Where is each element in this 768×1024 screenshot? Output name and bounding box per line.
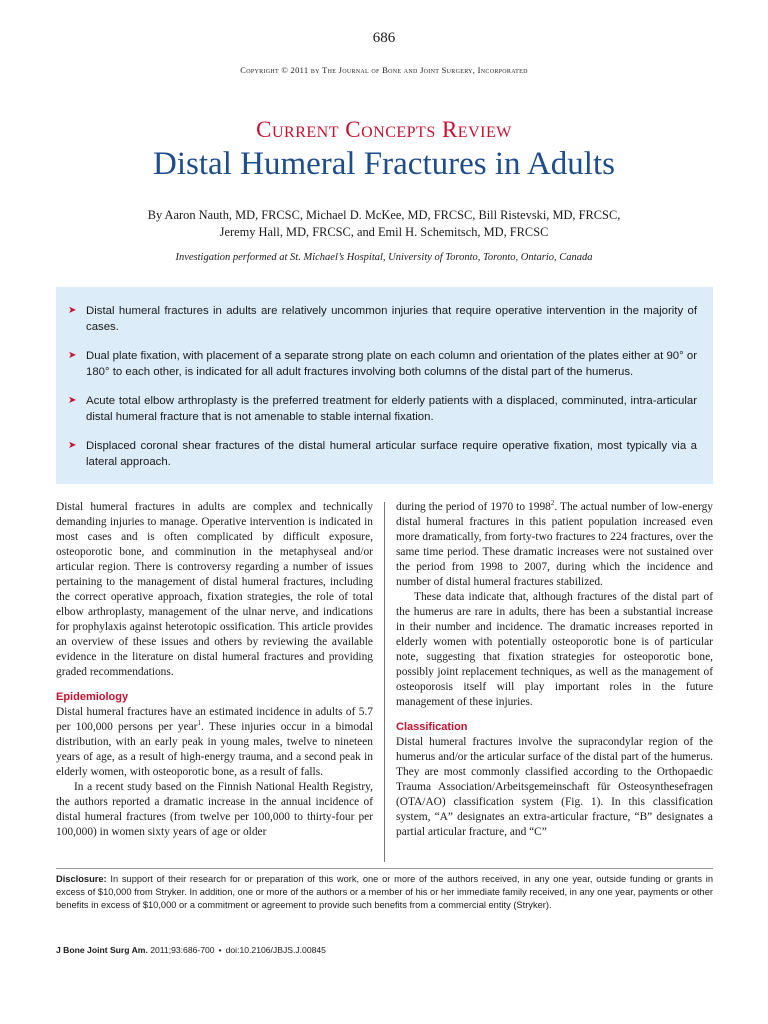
journal-abbreviation: J Bone Joint Surg Am. — [56, 945, 148, 955]
body-paragraph — [396, 500, 713, 590]
disclosure-label: Disclosure: — [56, 874, 107, 884]
disclosure-text: In support of their research for or preparation of this work, one or more of the authors received, in any one year, outside funding or grants in excess of $10,000 from Stryker. In addition, one or more of the authors or a member of his or her immediate family received, in any one year, payments or other benefits in excess of $10,000 or a commitment or agreement to provide such benefits from a commercial entity (Stryker). — [56, 874, 713, 910]
epidemiology-paragraph — [56, 705, 373, 780]
key-point-text: Dual plate fixation, with placement of a separate strong plate on each column and orientation of the plates either at 90° or 180° to each other, is indicated for all adult fractures involving both columns of the distal part of the humerus. — [86, 350, 697, 378]
key-point-text: Displaced coronal shear fractures of the distal humeral articular surface require operative fixation, most typically via a lateral approach. — [86, 440, 697, 468]
paragraph-text: . These injuries occur in a bimodal distribution, with an early peak in young males, twelve to nineteen years of age, as a result of high-energy trauma, and a second peak in elderly women, with osteoporotic bone, as a result of falls. — [56, 721, 373, 778]
bullet-separator: • — [218, 945, 222, 955]
classification-paragraph: Distal humeral fractures involve the supracondylar region of the humerus and/or the articular surface of the distal part of the humerus. They are most commonly classified according to the Orthopaedic Trauma Association/Arbeitsgemeinschaft für Osteosynthesefragen (OTA/AO) classification system (Fig. 1). In this classification system, “A” designates an extra-articular fracture, “B” designates a partial articular fracture, and “C” — [396, 736, 713, 838]
paragraph-text: . The actual number of low-energy distal humeral fractures in this patient population increased even more dramatically, from forty-two fractures to 224 fractures, over the same time period. These dramatic increases were not sustained over the period from 1998 to 2007, during which the incidence and number of distal humeral fractures stabilized. — [396, 501, 713, 588]
institution-line: Investigation performed at St. Michael’s Hospital, University of Toronto, Toronto, Ontario, Canada — [175, 252, 593, 263]
right-column — [396, 500, 713, 840]
page-number: 686 — [372, 30, 396, 46]
arrow-bullet-icon: ➤ — [68, 440, 77, 451]
key-point — [68, 303, 697, 335]
arrow-bullet-icon: ➤ — [68, 350, 77, 361]
citation-volume-pages: 2011;93:686-700 — [150, 945, 215, 955]
article-title: Distal Humeral Fractures in Adults — [153, 146, 615, 182]
arrow-bullet-icon: ➤ — [68, 305, 77, 316]
arrow-bullet-icon: ➤ — [68, 395, 77, 406]
paragraph-text: during the period of 1970 to 1998 — [396, 501, 551, 513]
column-divider — [384, 502, 385, 862]
section-label: Current Concepts Review — [256, 117, 512, 142]
key-points-box — [56, 287, 713, 484]
author-line: By Aaron Nauth, MD, FRCSC, Michael D. McKee, MD, FRCSC, Bill Ristevski, MD, FRCSC, — [147, 208, 621, 222]
author-line: Jeremy Hall, MD, FRCSC, and Emil H. Schemitsch, MD, FRCSC — [219, 225, 549, 239]
key-point — [68, 438, 697, 470]
intro-paragraph: Distal humeral fractures in adults are complex and technically demanding injuries to manage. Operative intervention is indicated in most cases and is often complicated by difficult exposure, osteoporotic bone, and comminution in the metaphyseal and/or articular region. There is controversy regarding a number of issues pertaining to the management of distal humeral fractures, including the correct operative approach, fixation strategies, the role of total elbow arthroplasty, management of the ulnar nerve, and indications for prophylaxis against heterotopic ossification. This article provides an overview of these issues and others by reviewing the available evidence in the literature on distal humeral fractures and providing graded recommendations. — [56, 501, 373, 678]
disclosure-statement — [56, 873, 713, 912]
epidemiology-heading: Epidemiology — [56, 691, 129, 703]
reference-superscript: 2 — [550, 499, 555, 508]
key-point — [68, 393, 697, 425]
left-column — [56, 500, 373, 840]
classification-heading: Classification — [396, 721, 468, 733]
citation-footer — [56, 945, 326, 955]
key-point-text: Distal humeral fractures in adults are relatively uncommon injuries that require operative intervention in the majority of cases. — [86, 305, 697, 333]
paragraph-text: Distal humeral fractures have an estimated incidence in adults of 5.7 per 100,000 persons per year — [56, 706, 373, 733]
key-point — [68, 348, 697, 380]
body-paragraph: These data indicate that, although fractures of the distal part of the humerus are rare in adults, there has been a substantial increase in their number and incidence. The dramatic increases reported in elderly women with potentially osteoporotic bone is of particular note, suggesting that fixation strategies for osteoporotic bone, possibly joint replacement techniques, as well as the management of osteoporosis itself will play important roles in the future management of these injuries. — [396, 591, 713, 708]
disclosure-divider — [56, 868, 713, 869]
key-point-text: Acute total elbow arthroplasty is the preferred treatment for elderly patients with a displaced, comminuted, intra-articular distal humeral fracture that is not amenable to stable internal fixation. — [86, 395, 697, 423]
author-list — [90, 207, 678, 241]
doi-text: doi:10.2106/JBJS.J.00845 — [225, 945, 326, 955]
copyright-line: Copyright © 2011 by The Journal of Bone and Joint Surgery, Incorporated — [240, 65, 528, 75]
reference-superscript: 1 — [197, 719, 201, 728]
epidemiology-paragraph: In a recent study based on the Finnish National Health Registry, the authors reported a dramatic increase in the annual incidence of distal humeral fractures (from twelve per 100,000 to thirty-four per 100,000) in women sixty years of age or older — [56, 781, 373, 838]
